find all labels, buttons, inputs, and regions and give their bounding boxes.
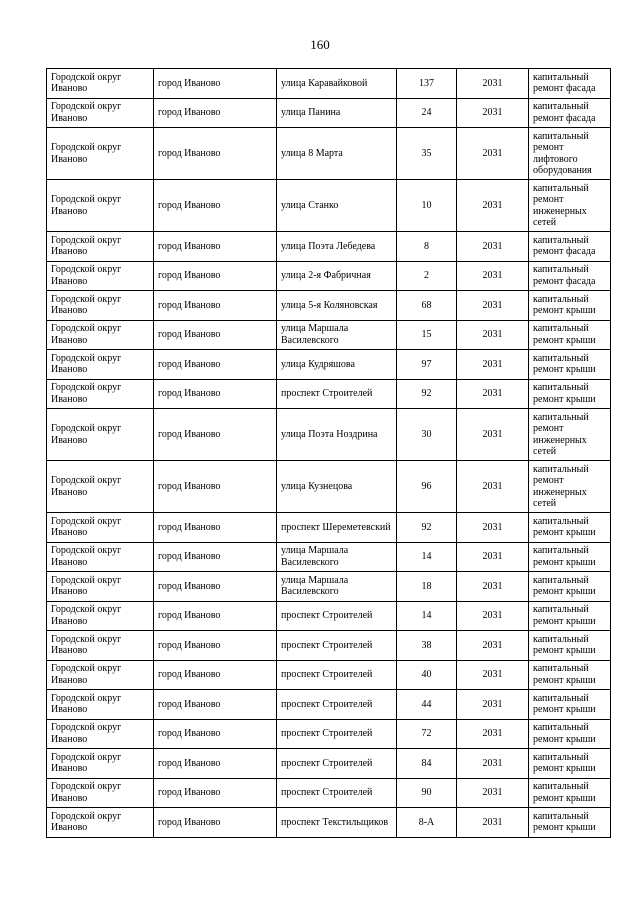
cell-year: 2031 [457, 128, 529, 180]
cell-year: 2031 [457, 261, 529, 291]
table-row [47, 98, 611, 128]
cell-year: 2031 [457, 778, 529, 808]
cell-house-number: 14 [397, 601, 457, 631]
cell-work-type: капитальный ремонт инженерных сетей [529, 180, 611, 232]
cell-year: 2031 [457, 409, 529, 461]
cell-work-type: капитальный ремонт фасада [529, 261, 611, 291]
cell-street: улица 2-я Фабричная [277, 261, 397, 291]
cell-city: город Иваново [154, 690, 277, 720]
cell-house-number: 35 [397, 128, 457, 180]
cell-work-type: капитальный ремонт лифтового оборудования [529, 128, 611, 180]
cell-city: город Иваново [154, 719, 277, 749]
cell-street: улица Станко [277, 180, 397, 232]
table-row [47, 69, 611, 99]
table-row [47, 601, 611, 631]
cell-municipality: Городской округ Иваново [47, 261, 154, 291]
cell-municipality: Городской округ Иваново [47, 513, 154, 543]
table-row [47, 350, 611, 380]
cell-municipality: Городской округ Иваново [47, 631, 154, 661]
cell-year: 2031 [457, 461, 529, 513]
cell-house-number: 40 [397, 660, 457, 690]
cell-work-type: капитальный ремонт крыши [529, 291, 611, 321]
cell-street: проспект Строителей [277, 631, 397, 661]
cell-year: 2031 [457, 69, 529, 99]
cell-street: проспект Строителей [277, 601, 397, 631]
cell-work-type: капитальный ремонт фасада [529, 98, 611, 128]
cell-municipality: Городской округ Иваново [47, 180, 154, 232]
table-row [47, 778, 611, 808]
cell-year: 2031 [457, 320, 529, 350]
cell-work-type: капитальный ремонт крыши [529, 778, 611, 808]
cell-street: проспект Текстильщиков [277, 808, 397, 838]
cell-street: проспект Шереметевский [277, 513, 397, 543]
cell-street: проспект Строителей [277, 719, 397, 749]
cell-work-type: капитальный ремонт крыши [529, 719, 611, 749]
cell-street: улица Панина [277, 98, 397, 128]
cell-municipality: Городской округ Иваново [47, 719, 154, 749]
page-number: 160 [310, 37, 330, 52]
table-row [47, 513, 611, 543]
cell-city: город Иваново [154, 601, 277, 631]
cell-municipality: Городской округ Иваново [47, 461, 154, 513]
cell-house-number: 97 [397, 350, 457, 380]
cell-municipality: Городской округ Иваново [47, 749, 154, 779]
table-row [47, 572, 611, 602]
cell-house-number: 68 [397, 291, 457, 321]
cell-house-number: 15 [397, 320, 457, 350]
table-row [47, 808, 611, 838]
cell-municipality: Городской округ Иваново [47, 320, 154, 350]
cell-street: улица 8 Марта [277, 128, 397, 180]
table-row [47, 660, 611, 690]
cell-house-number: 30 [397, 409, 457, 461]
cell-work-type: капитальный ремонт крыши [529, 808, 611, 838]
repair-schedule-table [46, 68, 611, 838]
cell-municipality: Городской округ Иваново [47, 350, 154, 380]
cell-municipality: Городской округ Иваново [47, 778, 154, 808]
cell-city: город Иваново [154, 180, 277, 232]
cell-house-number: 92 [397, 513, 457, 543]
cell-house-number: 14 [397, 542, 457, 572]
cell-street: проспект Строителей [277, 749, 397, 779]
cell-city: город Иваново [154, 261, 277, 291]
cell-year: 2031 [457, 631, 529, 661]
table-row [47, 261, 611, 291]
cell-street: улица Кудряшова [277, 350, 397, 380]
cell-house-number: 96 [397, 461, 457, 513]
table-row [47, 461, 611, 513]
cell-year: 2031 [457, 601, 529, 631]
table-row [47, 379, 611, 409]
cell-house-number: 90 [397, 778, 457, 808]
cell-municipality: Городской округ Иваново [47, 128, 154, 180]
table-row [47, 128, 611, 180]
cell-work-type: капитальный ремонт крыши [529, 542, 611, 572]
cell-street: проспект Строителей [277, 379, 397, 409]
cell-work-type: капитальный ремонт крыши [529, 749, 611, 779]
cell-city: город Иваново [154, 69, 277, 99]
cell-street: улица Маршала Василевского [277, 572, 397, 602]
table-row [47, 291, 611, 321]
cell-city: город Иваново [154, 409, 277, 461]
cell-work-type: капитальный ремонт крыши [529, 379, 611, 409]
cell-municipality: Городской округ Иваново [47, 572, 154, 602]
cell-house-number: 72 [397, 719, 457, 749]
cell-city: город Иваново [154, 778, 277, 808]
cell-year: 2031 [457, 749, 529, 779]
cell-street: улица Маршала Василевского [277, 320, 397, 350]
cell-year: 2031 [457, 379, 529, 409]
cell-municipality: Городской округ Иваново [47, 98, 154, 128]
cell-house-number: 92 [397, 379, 457, 409]
cell-street: проспект Строителей [277, 660, 397, 690]
cell-year: 2031 [457, 808, 529, 838]
cell-city: город Иваново [154, 513, 277, 543]
cell-city: город Иваново [154, 232, 277, 262]
table-row [47, 409, 611, 461]
table-row [47, 320, 611, 350]
table-row [47, 180, 611, 232]
cell-house-number: 8-А [397, 808, 457, 838]
cell-year: 2031 [457, 180, 529, 232]
table-row [47, 690, 611, 720]
cell-city: город Иваново [154, 572, 277, 602]
cell-street: улица 5-я Коляновская [277, 291, 397, 321]
cell-municipality: Городской округ Иваново [47, 660, 154, 690]
cell-municipality: Городской округ Иваново [47, 379, 154, 409]
cell-year: 2031 [457, 690, 529, 720]
cell-city: город Иваново [154, 749, 277, 779]
cell-municipality: Городской округ Иваново [47, 601, 154, 631]
cell-municipality: Городской округ Иваново [47, 291, 154, 321]
cell-year: 2031 [457, 98, 529, 128]
cell-year: 2031 [457, 350, 529, 380]
cell-house-number: 24 [397, 98, 457, 128]
cell-year: 2031 [457, 513, 529, 543]
table-row [47, 542, 611, 572]
cell-street: проспект Строителей [277, 690, 397, 720]
cell-work-type: капитальный ремонт инженерных сетей [529, 461, 611, 513]
cell-city: город Иваново [154, 350, 277, 380]
cell-work-type: капитальный ремонт инженерных сетей [529, 409, 611, 461]
cell-city: город Иваново [154, 320, 277, 350]
cell-street: улица Поэта Лебедева [277, 232, 397, 262]
cell-house-number: 2 [397, 261, 457, 291]
table-body [47, 69, 611, 838]
cell-city: город Иваново [154, 291, 277, 321]
cell-city: город Иваново [154, 98, 277, 128]
cell-municipality: Городской округ Иваново [47, 409, 154, 461]
cell-work-type: капитальный ремонт фасада [529, 232, 611, 262]
table-row [47, 749, 611, 779]
cell-street: улица Кузнецова [277, 461, 397, 513]
table-row [47, 232, 611, 262]
cell-work-type: капитальный ремонт крыши [529, 690, 611, 720]
cell-municipality: Городской округ Иваново [47, 808, 154, 838]
cell-work-type: капитальный ремонт крыши [529, 572, 611, 602]
cell-year: 2031 [457, 291, 529, 321]
cell-municipality: Городской округ Иваново [47, 690, 154, 720]
cell-house-number: 84 [397, 749, 457, 779]
cell-work-type: капитальный ремонт крыши [529, 320, 611, 350]
cell-street: проспект Строителей [277, 778, 397, 808]
cell-work-type: капитальный ремонт крыши [529, 631, 611, 661]
cell-work-type: капитальный ремонт фасада [529, 69, 611, 99]
cell-street: улица Каравайковой [277, 69, 397, 99]
cell-year: 2031 [457, 660, 529, 690]
cell-city: город Иваново [154, 128, 277, 180]
cell-municipality: Городской округ Иваново [47, 232, 154, 262]
cell-work-type: капитальный ремонт крыши [529, 660, 611, 690]
cell-work-type: капитальный ремонт крыши [529, 513, 611, 543]
table-row [47, 631, 611, 661]
cell-year: 2031 [457, 572, 529, 602]
cell-city: город Иваново [154, 660, 277, 690]
cell-year: 2031 [457, 719, 529, 749]
cell-work-type: капитальный ремонт крыши [529, 350, 611, 380]
cell-city: город Иваново [154, 542, 277, 572]
cell-city: город Иваново [154, 379, 277, 409]
cell-house-number: 44 [397, 690, 457, 720]
cell-house-number: 18 [397, 572, 457, 602]
cell-year: 2031 [457, 542, 529, 572]
cell-municipality: Городской округ Иваново [47, 69, 154, 99]
cell-city: город Иваново [154, 461, 277, 513]
cell-year: 2031 [457, 232, 529, 262]
cell-street: улица Поэта Ноздрина [277, 409, 397, 461]
cell-house-number: 10 [397, 180, 457, 232]
cell-house-number: 38 [397, 631, 457, 661]
cell-house-number: 137 [397, 69, 457, 99]
cell-city: город Иваново [154, 808, 277, 838]
cell-work-type: капитальный ремонт крыши [529, 601, 611, 631]
cell-city: город Иваново [154, 631, 277, 661]
table-row [47, 719, 611, 749]
cell-street: улица Маршала Василевского [277, 542, 397, 572]
cell-municipality: Городской округ Иваново [47, 542, 154, 572]
cell-house-number: 8 [397, 232, 457, 262]
